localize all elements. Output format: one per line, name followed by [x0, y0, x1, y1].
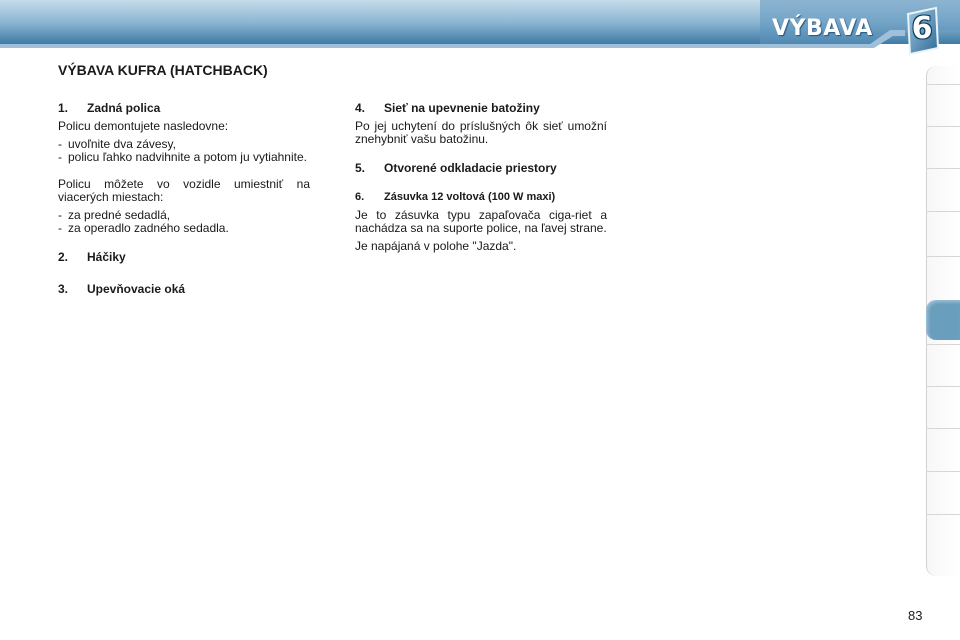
list-item: - uvoľnite dva závesy, — [58, 137, 176, 151]
paragraph: Policu demontujete nasledovne: — [58, 119, 229, 133]
left-column — [58, 102, 310, 296]
thumb-tab[interactable] — [926, 386, 960, 427]
thumb-tab[interactable] — [926, 428, 960, 469]
thumb-tab[interactable] — [926, 126, 960, 167]
item-title: Sieť na upevnenie batožiny — [384, 101, 540, 115]
list-item: - za operadlo zadného sedadla. — [58, 221, 229, 235]
item-title: Háčiky — [87, 250, 126, 264]
item-number: 4. — [355, 101, 366, 115]
item-2-heading — [58, 251, 310, 264]
paragraph: Po jej uchytení do príslušných ôk sieť umožní znehybniť vašu batožinu. — [355, 119, 607, 146]
item-number: 5. — [355, 161, 366, 175]
item-number: 2. — [58, 250, 69, 264]
list-item: - za predné sedadlá, — [58, 208, 171, 222]
item-title: Upevňovacie oká — [87, 282, 186, 296]
item-title: Otvorené odkladacie priestory — [384, 161, 557, 175]
item-title: Zadná polica — [87, 101, 161, 115]
chapter-title: VÝBAVA — [772, 16, 873, 41]
paragraph: Policu môžete vo vozidle umiestniť na viacerých miestach: — [58, 177, 310, 204]
chapter-number-badge: 6 — [911, 11, 933, 46]
thumb-tab[interactable] — [926, 514, 960, 555]
item-number: 6. — [355, 191, 365, 203]
section-title: VÝBAVA KUFRA (HATCHBACK) — [58, 62, 268, 78]
thumb-tab-active[interactable] — [926, 300, 960, 340]
thumb-tab[interactable] — [926, 471, 960, 512]
item-6-heading — [355, 191, 607, 204]
thumb-tab[interactable] — [926, 256, 960, 297]
right-column — [355, 102, 607, 253]
item-1-heading — [58, 102, 310, 115]
thumb-tab[interactable] — [926, 84, 960, 125]
thumb-tab[interactable] — [926, 344, 960, 385]
paragraph: Je to zásuvka typu zapaľovača ciga-riet a nachádza sa na suporte police, na ľavej strane. — [355, 208, 607, 235]
page-number: 83 — [908, 608, 923, 623]
thumb-tab[interactable] — [926, 211, 960, 252]
chapter-header — [0, 0, 960, 56]
item-number: 3. — [58, 282, 69, 296]
paragraph: Je napájaná v polohe "Jazda". — [355, 239, 517, 253]
item-5-heading — [355, 162, 607, 175]
item-number: 1. — [58, 101, 69, 115]
item-3-heading — [58, 283, 310, 296]
item-4-heading — [355, 102, 607, 115]
item-title: Zásuvka 12 voltová (100 W maxi) — [384, 191, 556, 203]
thumb-tab[interactable] — [926, 168, 960, 209]
list-item: - policu ľahko nadvihnite a potom ju vytiahnite. — [58, 150, 307, 164]
